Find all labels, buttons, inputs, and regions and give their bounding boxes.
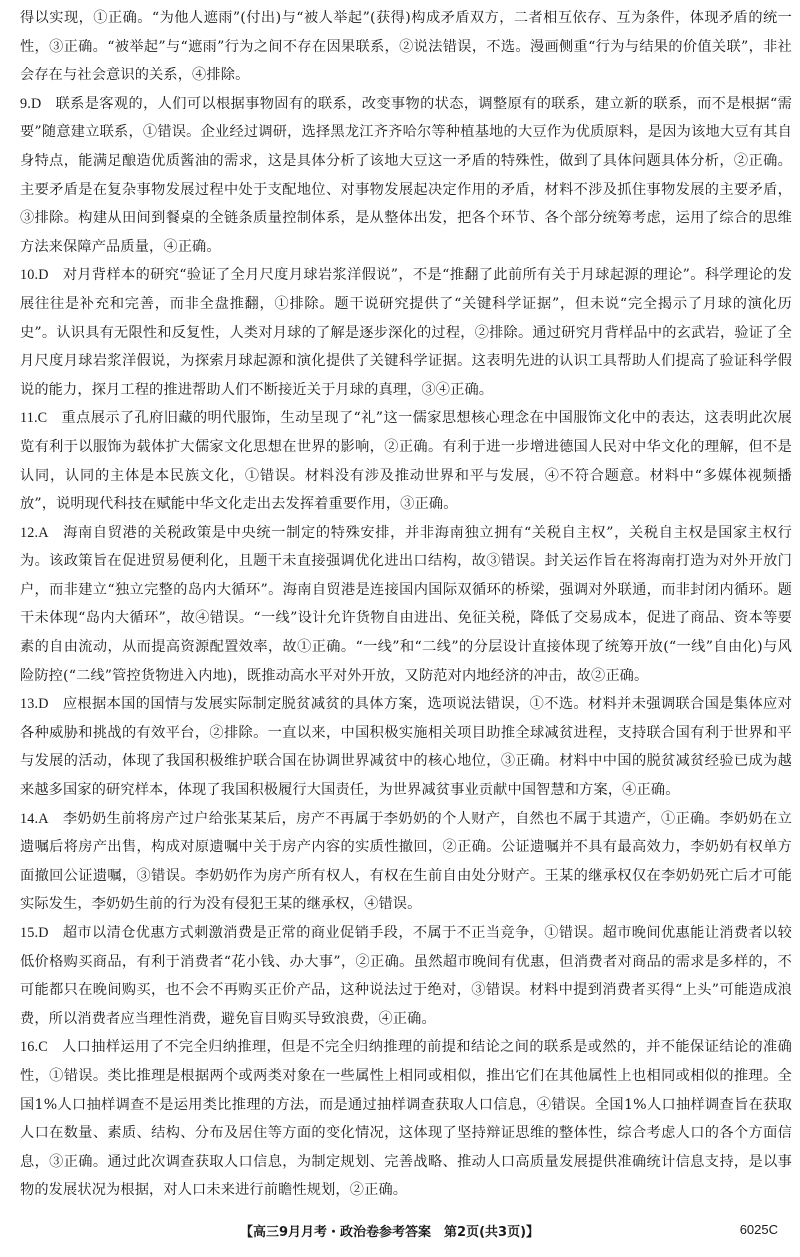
item-explanation: 应根据本国的国情与发展实际制定脱贫减贫的具体方案，选项说法错误，①不选。材料并未强调联合国是集体应对各种威胁和挑战的有效平台，②排除。一直以来，中国积极实施相关项目助推全球减贫进程，支持联合国有利于世界和平与发展的活动，体现了我国积极维护联合国在协调世界减贫中的核心地位，③正确。材料中中国的脱贫减贫经验已成为越来越多国家的研究样本，体现了我国积极履行大国责任，为世界减贫事业贡献中国智慧和方案，④正确。 xyxy=(20,696,792,799)
answer-item-11 xyxy=(20,404,792,518)
answer-content xyxy=(20,4,792,1205)
item-explanation: 超市以清仓优惠方式刺激消费是正常的商业促销手段，不属于不正当竞争，①错误。超市晚间优惠能让消费者以较低价格购买商品，有利于消费者“花小钱、办大事”，②正确。虽然超市晚间有优惠，但消费者对商品的需求是多样的，不可能都只在晚间购买，也不会不再购买正价产品，这种说法过于绝对，③错误。材料中提到消费者买得“上头”可能造成浪费，所以消费者应当理性消费，避免盲目购买导致浪费，④正确。 xyxy=(20,925,792,1027)
item-answer: D xyxy=(30,95,42,112)
item-explanation: 海南自贸港的关税政策是中央统一制定的特殊安排，并非海南独立拥有“关税自主权”，关税自主权是国家主权行为。该政策旨在促进贸易便利化，且题干未直接强调优化进出口结构，故③错误。封关运作旨在将海南打造为对外开放门户，而非建立“独立完整的岛内大循环”。海南自贸港是连接国内国际双循环的桥梁，强调对外联通，而非封闭内循环。题干未体现“岛内大循环”，故④错误。“一线”设计允许货物自由进出、免征关税，降低了交易成本，促进了商品、资本等要素的自由流动，从而提高资源配置效率，故①正确。“一线”和“二线”的分层设计直接体现了统筹开放(“一线”自由化)与风险防控(“二线”管控货物进入内地)，既推动高水平对外开放，又防范对内地经济的冲击，故②正确。 xyxy=(20,524,792,684)
item-explanation: 重点展示了孔府旧藏的明代服饰，生动呈现了“礼”这一儒家思想核心理念在中国服饰文化中的表达，这表明此次展览有利于以服饰为载体扩大儒家文化思想在世界的影响，②正确。有利于进一步增进德国人民对中华文化的理解，但不是认同，认同的主体是本民族文化，①错误。材料没有涉及推动世界和平与发展，④不符合题意。材料中“多媒体视频播放”，说明现代科技在赋能中华文化走出去发挥着重要作用，③正确。 xyxy=(20,410,792,513)
item-number: 14. xyxy=(20,810,39,827)
page-footer xyxy=(0,1221,800,1245)
item-answer: C xyxy=(38,1039,48,1056)
answer-item-14 xyxy=(20,805,792,919)
item-answer: D xyxy=(38,267,49,284)
item-explanation: 对月背样本的研究“验证了全月尺度月球岩浆洋假说”，不是“推翻了此前所有关于月球起源的理论”。科学理论的发展往往是补充和完善，而非全盘推翻，①排除。题干说研究提供了“关键科学证据”，但未说“完全揭示了月球的演化历史”。认识具有无限性和反复性，人类对月球的了解是逐步深化的过程，②排除。通过研究月背样品中的玄武岩，验证了全月尺度月球岩浆洋假说，为探索月球起源和演化提供了关键科学证据。这表明先进的认识工具帮助人们提高了验证科学假说的能力，探月工程的推进帮助人们不断接近关于月球的真理，③④正确。 xyxy=(20,267,792,398)
answer-item-9 xyxy=(20,90,792,262)
item-number: 10. xyxy=(20,267,39,284)
answer-item-16 xyxy=(20,1033,792,1205)
footer-code: 6025C xyxy=(739,1222,778,1237)
item-answer: D xyxy=(38,925,49,941)
item-explanation: 人口抽样运用了不完全归纳推理，但是不完全归纳推理的前提和结论之间的联系是或然的，并不能保证结论的准确性，①错误。类比推理是根据两个或两类对象在一些属性上相同或相似，推出它们在其他属性上也相同或相似的推理。全国1%人口抽样调查不是运用类比推理的方法，而是通过抽样调查获取人口信息，④错误。全国1%人口抽样调查旨在获取人口在数量、素质、结构、分布及居住等方面的变化情况，这体现了坚持辩证思维的整体性，综合考虑人口的各个方面信息，③正确。通过此次调查获取人口信息，为制定规划、完善战略、推动人口高质量发展提供准确统计信息支持，是以事物的发展状况为根据，对人口未来进行前瞻性规划，②正确。 xyxy=(20,1039,792,1199)
item-number: 11. xyxy=(20,410,38,427)
item-number: 15. xyxy=(20,925,39,941)
answer-item-15 xyxy=(20,919,792,1033)
answer-item-12 xyxy=(20,519,792,691)
item-number: 9. xyxy=(20,95,31,112)
item-answer: A xyxy=(38,810,49,827)
item-number: 13. xyxy=(20,696,39,713)
item-answer: A xyxy=(38,524,49,541)
item-number: 12. xyxy=(20,524,39,541)
item-number: 16. xyxy=(20,1039,39,1056)
item-answer: C xyxy=(37,410,48,427)
item-answer: D xyxy=(38,696,49,713)
item-explanation: 联系是客观的，人们可以根据事物固有的联系，改变事物的状态，调整原有的联系，建立新的联系，而不是根据“需要”随意建立联系，①错误。企业经过调研，选择黑龙江齐齐哈尔等种植基地的大豆作为优质原料，是因为该地大豆有其自身特点，能满足酿造优质酱油的需求，这是具体分析了该地大豆这一矛盾的特殊性，做到了具体问题具体分析，②正确。主要矛盾是在复杂事物发展过程中处于支配地位、对事物发展起决定作用的矛盾，材料不涉及抓住事物发展的主要矛盾，③排除。构建从田间到餐桌的全链条质量控制体系，是从整体出发，把各个环节、各个部分统筹考虑，运用了综合的思维方法来保障产品质量，④正确。 xyxy=(20,95,792,255)
answer-item-13 xyxy=(20,690,792,804)
footer-title: 【高三9月月考・政治卷参考答案 第2页(共3页)】 xyxy=(240,1225,540,1240)
answer-item-10 xyxy=(20,261,792,404)
item-explanation: 李奶奶生前将房产过户给张某某后，房产不再属于李奶奶的个人财产，自然也不属于其遗产，①正确。李奶奶在立遗嘱后将房产出售，构成对原遗嘱中关于房产内容的实质性撤回，②正确。公证遗嘱并不具有最高效力，李奶奶有权单方面撤回公证遗嘱，③错误。李奶奶作为房产所有权人，有权在生前自由处分财产。王某的继承权仅在李奶奶死亡后才可能实际发生，李奶奶生前的行为没有侵犯王某的继承权，④错误。 xyxy=(20,810,792,913)
lead-paragraph: 得以实现，①正确。“为他人遮雨”(付出)与“被人举起”(获得)构成矛盾双方，二者相互依存、互为条件，体现矛盾的统一性，③正确。“被举起”与“遮雨”行为之间不存在因果联系，②说法错误，不选。漫画侧重“行为与结果的价值关联”，非社会存在与社会意识的关系，④排除。 xyxy=(20,10,792,84)
